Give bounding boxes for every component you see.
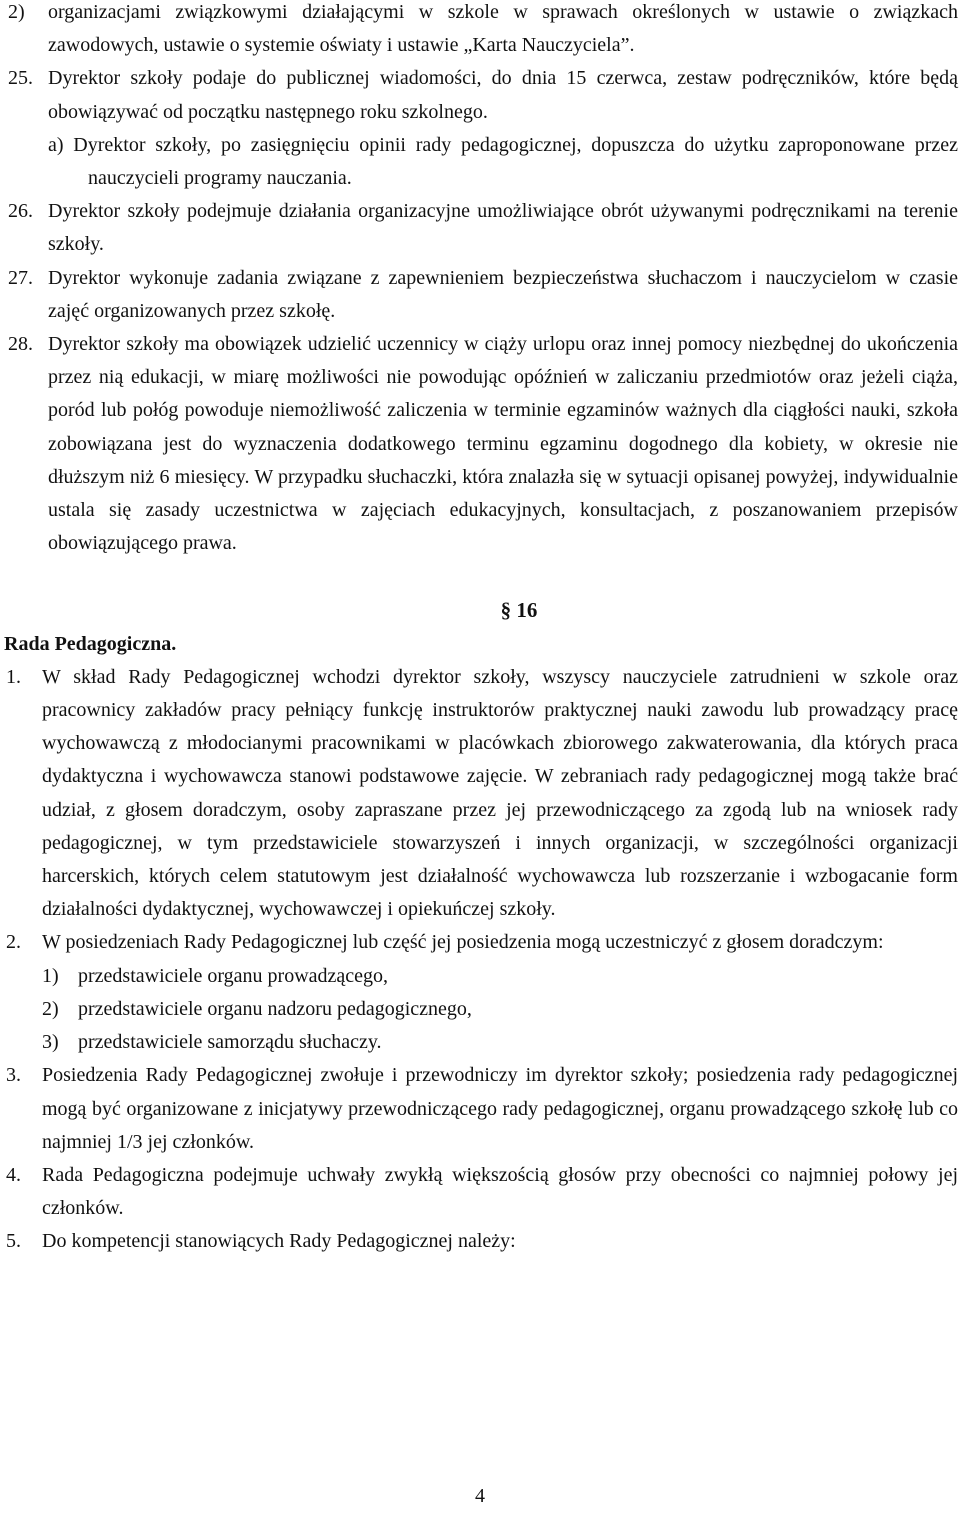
list-item	[0, 960, 958, 993]
paragraph-number: 5.	[6, 1230, 21, 1253]
section-gap	[0, 560, 958, 594]
paragraph-text: Posiedzenia Rady Pedagogicznej zwołuje i przewodniczy im dyrektor szkoły; posiedzenia rady pedagogicznej mogą być organizowane z inicjatywy przewodniczącego rady pedagogicznej, organu prowadzącego szkołę lub co najmniej 1/3 jej członków.	[42, 1064, 958, 1153]
paragraph-27	[0, 262, 958, 328]
paragraph-number: 1.	[6, 665, 21, 688]
paragraph-number: 25.	[8, 67, 33, 90]
page-number: 4	[475, 1485, 485, 1507]
list-item-number: 2)	[8, 1, 25, 23]
paragraph-text: W posiedzeniach Rady Pedagogicznej lub część jej posiedzenia mogą uczestniczyć z głosem doradczym:	[42, 931, 884, 954]
section-heading: Rada Pedagogiczna.	[4, 632, 177, 655]
paragraph-25	[0, 62, 958, 128]
paragraph-26	[0, 195, 958, 261]
paragraph-number: 3.	[6, 1064, 21, 1087]
rada-paragraph-5	[0, 1225, 958, 1258]
paragraph-text: Dyrektor szkoły podejmuje działania organizacyjne umożliwiające obrót używanymi podręcznikami na terenie szkoły.	[48, 200, 958, 256]
rada-paragraph-1	[0, 661, 958, 927]
list-item-text: przedstawiciele organu prowadzącego,	[78, 964, 389, 987]
paragraph-text: W skład Rady Pedagogicznej wchodzi dyrektor szkoły, wszyscy nauczyciele zatrudnieni w szkole oraz pracownicy zakładów pracy pełniący funkcję instruktorów praktycznej nauki zawodu lub prowadzący pracę wychowawczą z młodocianymi pracownikami w placówkach zbiorowego zakwaterowania, dla których praca dydaktyczna i wychowawcza stanowi podstawowe zajęcie. W zebraniach rady pedagogicznej mogą także brać udział, z głosem doradczym, osoby zapraszane przez jej przewodniczącego za zgodą lub na wniosek rady pedagogicznej, w tym przedstawiciele stowarzyszeń i innych organizacji, w szczególności organizacji harcerskich, których celem statutowym jest działalność wychowawcza lub rozszerzanie i wzbogacanie form działalności dydaktycznej, wychowawczej i opiekuńczej szkoły.	[42, 665, 958, 921]
paragraph-text: Do kompetencji stanowiących Rady Pedagogicznej należy:	[42, 1230, 516, 1253]
list-item-text: przedstawiciele samorządu słuchaczy.	[78, 1031, 382, 1054]
paragraph-text: a) Dyrektor szkoły, po zasięgnięciu opinii rady pedagogicznej, dopuszcza do użytku zaproponowane przez nauczycieli programy nauczania.	[48, 133, 958, 190]
rada-paragraph-3	[0, 1059, 958, 1159]
rada-paragraph-2	[0, 926, 958, 959]
paragraph-number: 2.	[6, 931, 21, 954]
paragraph-text: Dyrektor szkoły podaje do publicznej wiadomości, do dnia 15 czerwca, zestaw podręczników, które będą obowiązywać od początku następnego roku szkolnego.	[48, 67, 958, 123]
paragraph-25-a	[0, 129, 958, 195]
list-item-number: 2)	[42, 997, 59, 1020]
rada-paragraph-4	[0, 1159, 958, 1225]
paragraph-text: Rada Pedagogiczna podejmuje uchwały zwykłą większością głosów przy obecności co najmniej połowy jej członków.	[42, 1163, 958, 1220]
section-number: § 16	[500, 598, 538, 623]
paragraph-number: 28.	[8, 333, 33, 356]
list-item-text: przedstawiciele organu nadzoru pedagogicznego,	[78, 997, 472, 1020]
list-item-text: organizacjami związkowymi działającymi w szkole w sprawach określonych w ustawie o związkach zawodowych, ustawie o systemie oświaty i ustawie „Karta Nauczyciela”.	[48, 1, 958, 57]
paragraph-text: Dyrektor szkoły ma obowiązek udzielić uczennicy w ciąży urlopu oraz innej pomocy niezbędnej do ukończenia przez nią edukacji, w miarę możliwości nie powodując opóźnień w zaliczaniu przedmiotów oraz jeżeli ciąża, poród lub połóg powoduje niemożliwość zaliczenia w terminie egzaminów ważnych dla ciągłości nauki, szkoła zobowiązana jest do wyznaczenia dodatkowego terminu egzaminu dogodnego dla kobiety, w okresie nie dłuższym niż 6 miesięcy. W przypadku słuchaczki, która znalazła się w sytuacji opisanej powyżej, indywidualnie ustala się zasady uczestnictwa w zajęciach edukacyjnych, konsultacjach, z poszanowaniem przepisów obowiązującego prawa.	[48, 333, 958, 555]
list-item	[0, 0, 958, 62]
paragraph-text: Dyrektor wykonuje zadania związane z zapewnieniem bezpieczeństwa słuchaczom i nauczycielom w czasie zajęć organizowanych przez szkołę.	[48, 266, 958, 322]
paragraph-number: 27.	[8, 266, 33, 289]
list-item	[0, 993, 958, 1026]
paragraph-number: 4.	[6, 1163, 21, 1186]
paragraph-28	[0, 328, 958, 560]
list-item-number: 1)	[42, 964, 59, 987]
list-item-number: 3)	[42, 1031, 59, 1054]
list-item	[0, 1026, 958, 1059]
paragraph-number: 26.	[8, 200, 33, 223]
